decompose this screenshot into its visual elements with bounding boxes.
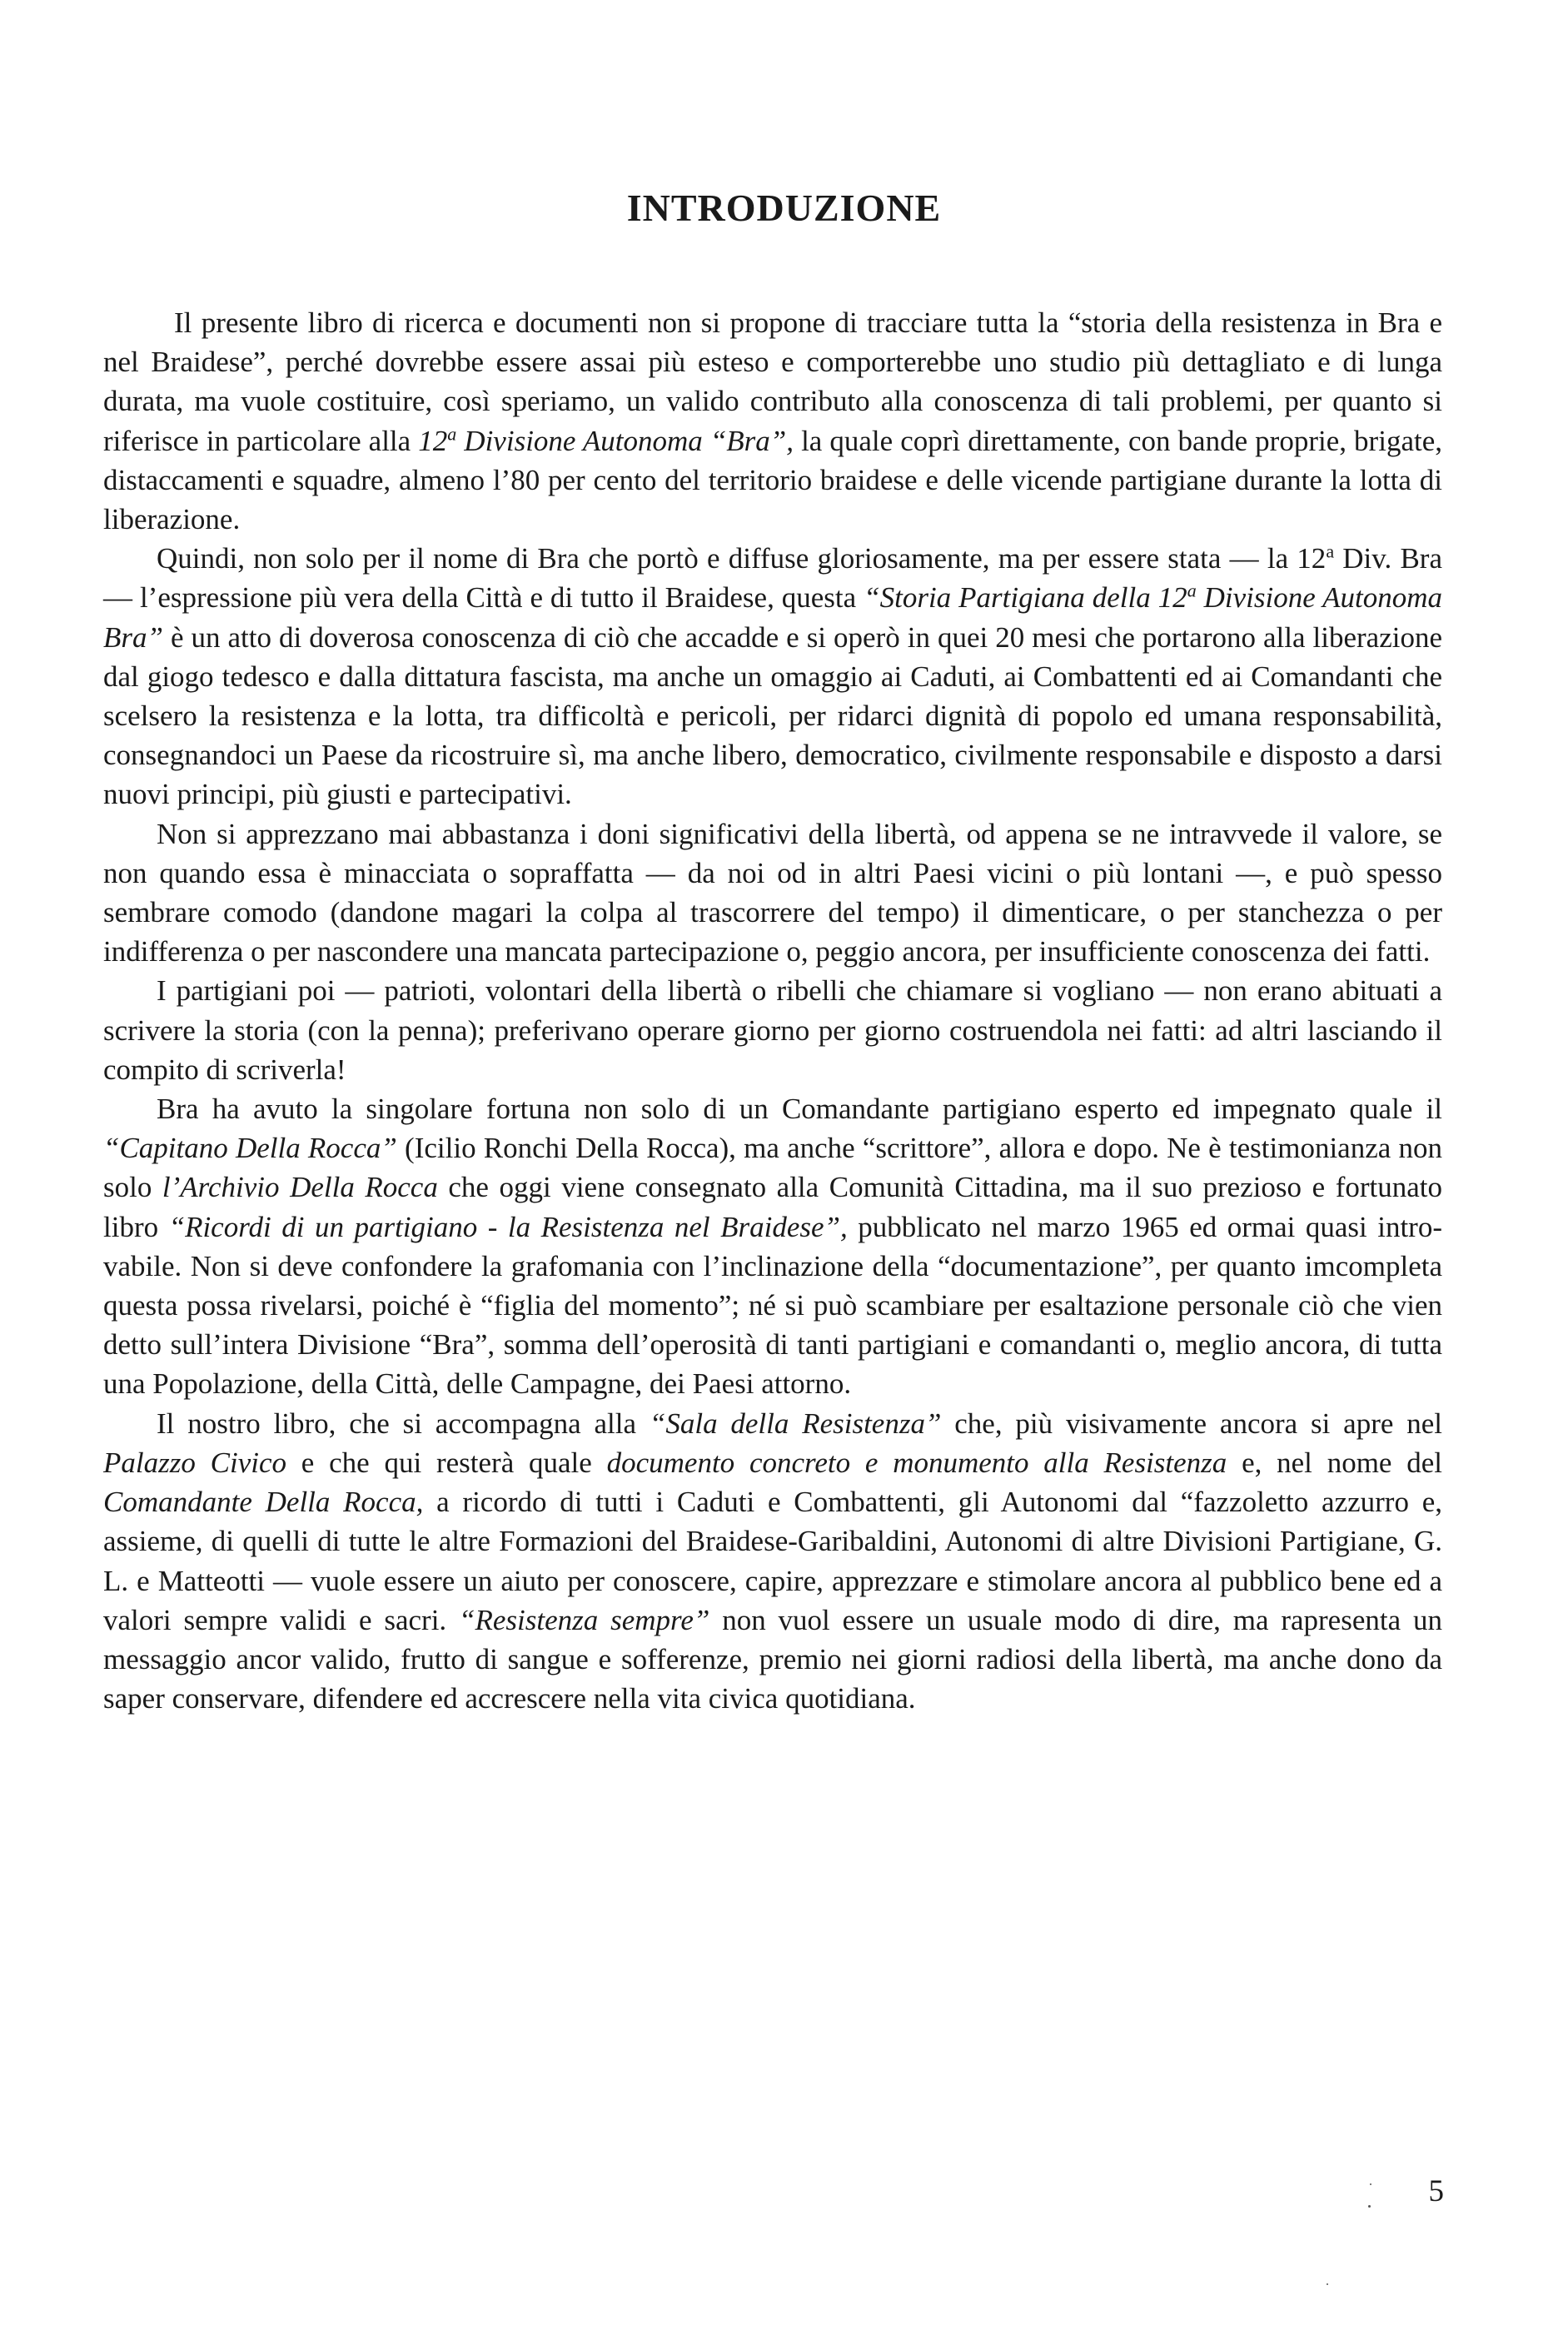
- paragraph-text: è un atto di doverosa conoscenza di ciò che accadde e si operò in quei 20 mesi che portarono alla liberazione dal giogo tedesco e dalla dittatura fascista, ma anche un omaggio ai Caduti, ai Combattenti ed ai Comandanti che scelsero la resistenza e la lotta, tra difficoltà e pericoli, per ridarci dignità di popolo ed umana responsabilità, consegnandoci un Paese da ricostruire sì, ma anche libero, democratico, civilmente responsabile e disposto a darsi nuovi principi, più giusti e partecipativi.: [103, 620, 1442, 811]
- italic-text: “Ricordi di un partigiano - la Resistenza nel Braidese”,: [168, 1210, 848, 1243]
- paragraph-text: Bra ha avuto la singolare fortuna non solo di un Comandante partigiano esperto ed impegnato quale il: [157, 1093, 1442, 1126]
- paragraph-text: pubblicato nel marzo 1965 ed ormai quasi introvabile. Non si deve confondere la grafomania con l’inclinazione della “documentazione”, per quanto imcompleta questa possa rivelarsi, poiché è “figlia del momento”; né si può scambiare per esaltazione personale ciò che vien detto sull’intera Divisione “Bra”, somma dell’operosità di tanti partigiani e comandanti o, meglio ancora, di tutta una Popolazione, della Città, delle Campagne, dei Paesi attorno.: [103, 1210, 1442, 1401]
- paragraph-2: [103, 539, 1442, 814]
- ordinal-superscript: a: [447, 422, 457, 444]
- paragraph-text: che, più visivamente ancora si apre nel: [941, 1406, 1442, 1440]
- paragraph-1: [103, 303, 1442, 539]
- ordinal-superscript: a: [1326, 540, 1335, 562]
- paragraph-text: non vuol essere un usuale modo di dire, ma rapresenta un messaggio ancor valido, frutto di sangue e sofferenze, premio nei giorni radiosi della libertà, ma anche dono da saper conservare, difendere ed accrescere nella vita civica quotidiana.: [103, 1603, 1442, 1715]
- paragraph-3: [103, 814, 1442, 972]
- paragraph-text: Quindi, non solo per il nome di Bra che portò e diffuse gloriosamente, ma per essere stata — la 12: [157, 542, 1327, 575]
- paragraph-text: (Icilio Ronchi Della Rocca), ma anche “scrittore”, allora e dopo. Ne è testimonianza non solo: [103, 1132, 1442, 1204]
- paragraph-text: e che qui resterà quale: [286, 1446, 607, 1479]
- italic-text: Palazzo Civico: [103, 1446, 286, 1479]
- paragraph-5: [103, 1089, 1442, 1404]
- paragraph-text: la quale coprì direttamente, con bande proprie, brigate, distaccamenti e squadre, almeno l’80 per cento del territorio braidese e delle vicende partigiane durante la lotta di liberazione.: [103, 424, 1442, 536]
- page-number: 5: [1428, 2174, 1444, 2208]
- italic-text: “Capitano Della Rocca”: [103, 1132, 397, 1165]
- paragraph-text: Div. Bra — l’espressione più vera della Città e di tutto il Braidese, questa: [103, 542, 1443, 615]
- paragraph-text: che oggi viene consegnato alla Comunità Cittadina, ma il suo prezioso e fortunato libro: [103, 1171, 1442, 1243]
- italic-text: l’Archivio Della Rocca: [162, 1171, 438, 1204]
- paragraph-4: [103, 971, 1442, 1089]
- ordinal-superscript: a: [1187, 580, 1197, 601]
- italic-text: documento concreto e monumento alla Resistenza: [606, 1446, 1227, 1479]
- italic-text: “Sala della Resistenza”: [649, 1406, 942, 1440]
- italic-text: Divisione Autonoma Bra”: [103, 581, 1442, 654]
- page-title: INTRODUZIONE: [626, 187, 942, 229]
- italic-text: Comandante Della Rocca,: [103, 1486, 424, 1519]
- introduction-body: [103, 303, 1442, 1718]
- paragraph-text: I partigiani poi — patrioti, volontari della libertà o ribelli che chiamare si vogliano — non erano abituati a scrivere la storia (con la penna); preferivano operare giorno per giorno costruendola nei fatti: ad altri lasciando il compito di scriverla!: [103, 974, 1442, 1086]
- italic-text: “Resistenza sempre”: [459, 1603, 710, 1636]
- italic-text: 12: [418, 424, 448, 457]
- italic-text: Divisione Autonoma “Bra”,: [456, 424, 794, 457]
- scan-speck: [1368, 2205, 1371, 2208]
- paragraph-6: [103, 1404, 1442, 1719]
- italic-text: “Storia Partigiana della 12: [864, 581, 1187, 615]
- scan-speck: [1370, 2183, 1371, 2185]
- paragraph-text: a ricordo di tutti i Caduti e Combattenti, gli Autonomi dal “fazzoletto azzurro e, assieme, di quelli di tutte le altre Formazioni del Braidese-Garibaldini, Autonomi di altre Divisioni Partigiane, G. L. e Matteotti — vuole essere un aiuto per conoscere, capire, apprezzare e stimolare ancora al pubblico bene ed a valori sempre validi e sacri.: [103, 1486, 1442, 1636]
- scan-speck: [1327, 2283, 1328, 2285]
- paragraph-text: e, nel nome del: [1227, 1446, 1442, 1479]
- paragraph-text: Non si apprezzano mai abbastanza i doni significativi della libertà, od appena se ne intravvede il valore, se non quando essa è minacciata o sopraffatta — da noi od in altri Paesi vicini o più lontani —, e può spesso sembrare comodo (dandone magari la colpa al trascorrere del tempo) il dimenticare, o per stanchezza o per indifferenza o per nascondere una mancata partecipazione o, peggio ancora, per insufficiente conoscenza dei fatti.: [103, 817, 1442, 968]
- paragraph-text: Il nostro libro, che si accompagna alla: [157, 1406, 650, 1440]
- paragraph-text: Il presente libro di ricerca e documenti non si propone di tracciare tutta la “storia della resistenza in Bra e nel Braidese”, perché dovrebbe essere assai più esteso e comporterebbe uno studio più dettagliato e di lunga durata, ma vuole costituire, così speriamo, un valido contributo alla conoscenza di tali problemi, per quanto si riferisce in particolare alla: [103, 306, 1442, 457]
